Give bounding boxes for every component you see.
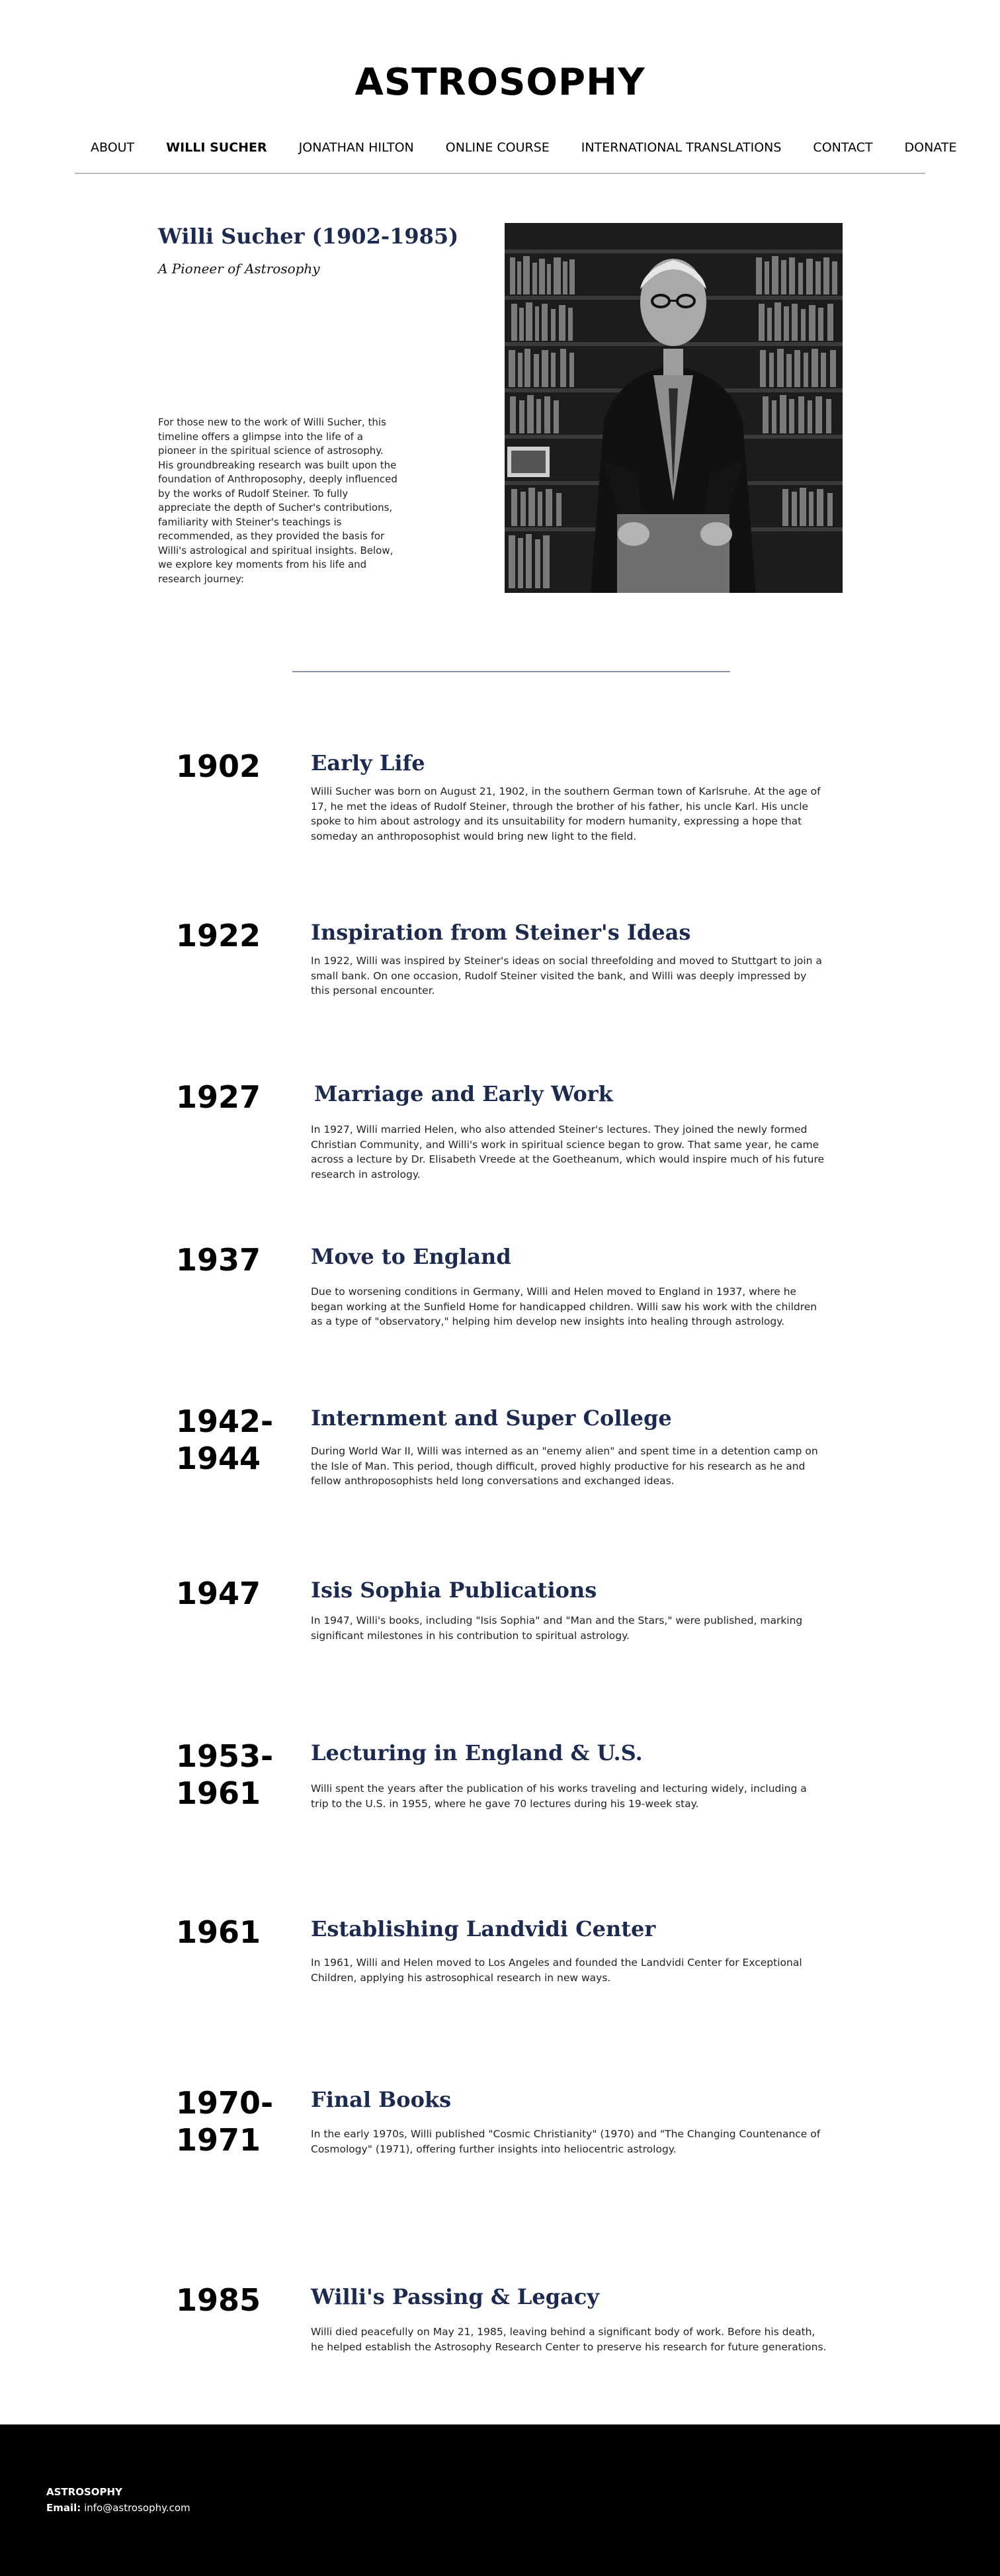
timeline-title: Inspiration from Steiner's Ideas (311, 920, 691, 945)
section-divider (292, 671, 730, 672)
timeline-year: 1947 (176, 1576, 261, 1611)
main-nav (75, 138, 957, 157)
timeline-title: Willi's Passing & Legacy (311, 2284, 599, 2309)
intro-text: For those new to the work of Willi Sucher, this timeline offers a glimpse into the life of a pioneer in the spiritual science of astrosophy. His groundbreaking research was built upon the foundation of Anthroposophy, deeply influenced by the works of Rudolf Steiner. To fully appreciate the depth of Sucher's contributions, familiarity with Steiner's teachings is recommended, as they provided the basis for Willi's astrological and spiritual insights. Below, we explore key moments from his life and research journey: (158, 416, 397, 585)
timeline-year: 1902 (176, 748, 261, 784)
nav-item-donate[interactable]: DONATE (904, 140, 957, 155)
portrait-photo (505, 223, 843, 593)
timeline-body: In the early 1970s, Willi published "Cosmic Christianity" (1970) and "The Changing Countenance of Cosmology" (1971), offering further insights into heliocentric astrology. (311, 2128, 821, 2155)
timeline-year: 1937 (176, 1242, 261, 1278)
timeline-year: 1953-1961 (176, 1738, 274, 1811)
nav-item-online-course[interactable]: ONLINE COURSE (445, 140, 550, 155)
intro-title: Willi Sucher (1902-1985) (158, 224, 459, 249)
footer (0, 2424, 1000, 2576)
nav-item-about[interactable]: ABOUT (91, 140, 135, 155)
timeline-title: Move to England (311, 1244, 511, 1269)
nav-item-willi-sucher[interactable]: WILLI SUCHER (166, 140, 267, 155)
timeline-body: Due to worsening conditions in Germany, Willi and Helen moved to England in 1937, where he began working at the Sunfield Home for handicapped children. Willi saw his work with the children as a type of "observatory," helping him develop new insights into healing through astrology. (311, 1286, 817, 1327)
timeline-title: Final Books (311, 2087, 452, 2112)
timeline-body: In 1927, Willi married Helen, who also attended Steiner's lectures. They joined the newly formed Christian Community, and Willi's work in spiritual science began to grow. That same year, he came across a lecture by Dr. Elisabeth Vreede at the Goetheanum, which would inspire much of his future research in astrology. (311, 1124, 825, 1180)
intro-subtitle: A Pioneer of Astrosophy (158, 261, 320, 277)
timeline-title: Establishing Landvidi Center (311, 1916, 656, 1941)
timeline-year: 1985 (176, 2282, 261, 2318)
timeline-year: 1970-1971 (176, 2085, 274, 2158)
timeline-title: Internment and Super College (311, 1405, 672, 1431)
timeline-body: Willi spent the years after the publication of his works traveling and lecturing widely, including a trip to the U.S. in 1955, where he gave 70 lectures during his 19-week stay. (311, 1783, 807, 1810)
footer-email-link[interactable]: info@astrosophy.com (84, 2502, 190, 2514)
timeline-year: 1942-1944 (176, 1403, 274, 1476)
timeline-body: In 1947, Willi's books, including "Isis Sophia" and "Man and the Stars," were published, marking significant milestones in his contribution to spiritual astrology. (311, 1615, 803, 1642)
timeline-body: In 1961, Willi and Helen moved to Los Angeles and founded the Landvidi Center for Exceptional Children, applying his astrosophical research in new ways. (311, 1957, 802, 1984)
nav-item-contact[interactable]: CONTACT (813, 140, 873, 155)
nav-item-international-translations[interactable]: INTERNATIONAL TRANSLATIONS (581, 140, 782, 155)
site-title[interactable]: ASTROSOPHY (354, 61, 646, 104)
timeline-year: 1927 (176, 1079, 261, 1115)
nav-divider (75, 173, 925, 174)
timeline-body: Willi died peacefully on May 21, 1985, leaving behind a significant body of work. Before his death, he helped establish the Astrosophy Research Center to preserve his research for future generations. (311, 2326, 827, 2353)
footer-email (46, 2502, 190, 2514)
timeline-body: In 1922, Willi was inspired by Steiner's ideas on social threefolding and moved to Stuttgart to join a small bank. On one occasion, Rudolf Steiner visited the bank, and Willi was deeply impressed by this personal encounter. (311, 955, 822, 997)
timeline-title: Lecturing in England & U.S. (311, 1740, 643, 1765)
timeline-title: Isis Sophia Publications (311, 1577, 597, 1603)
timeline-year: 1922 (176, 918, 261, 954)
timeline-title: Marriage and Early Work (314, 1081, 613, 1106)
timeline-body: During World War II, Willi was interned as an "enemy alien" and spent time in a detention camp on the Isle of Man. This period, though difficult, proved highly productive for his research as he and fellow anthroposophists held long conversations and exchanged ideas. (311, 1445, 818, 1487)
footer-site-name: ASTROSOPHY (46, 2486, 122, 2498)
footer-email-label: Email: (46, 2502, 81, 2514)
timeline-body: Willi Sucher was born on August 21, 1902, in the southern German town of Karlsruhe. At the age of 17, he met the ideas of Rudolf Steiner, through the brother of his father, his uncle Karl. His uncle spoke to him about astrology and its unsuitability for modern humanity, expressing a hope that someday an anthroposophist would bring new light to the field. (311, 785, 821, 842)
timeline-year: 1961 (176, 1914, 261, 1950)
nav-item-jonathan-hilton[interactable]: JONATHAN HILTON (298, 140, 414, 155)
timeline-title: Early Life (311, 750, 425, 776)
